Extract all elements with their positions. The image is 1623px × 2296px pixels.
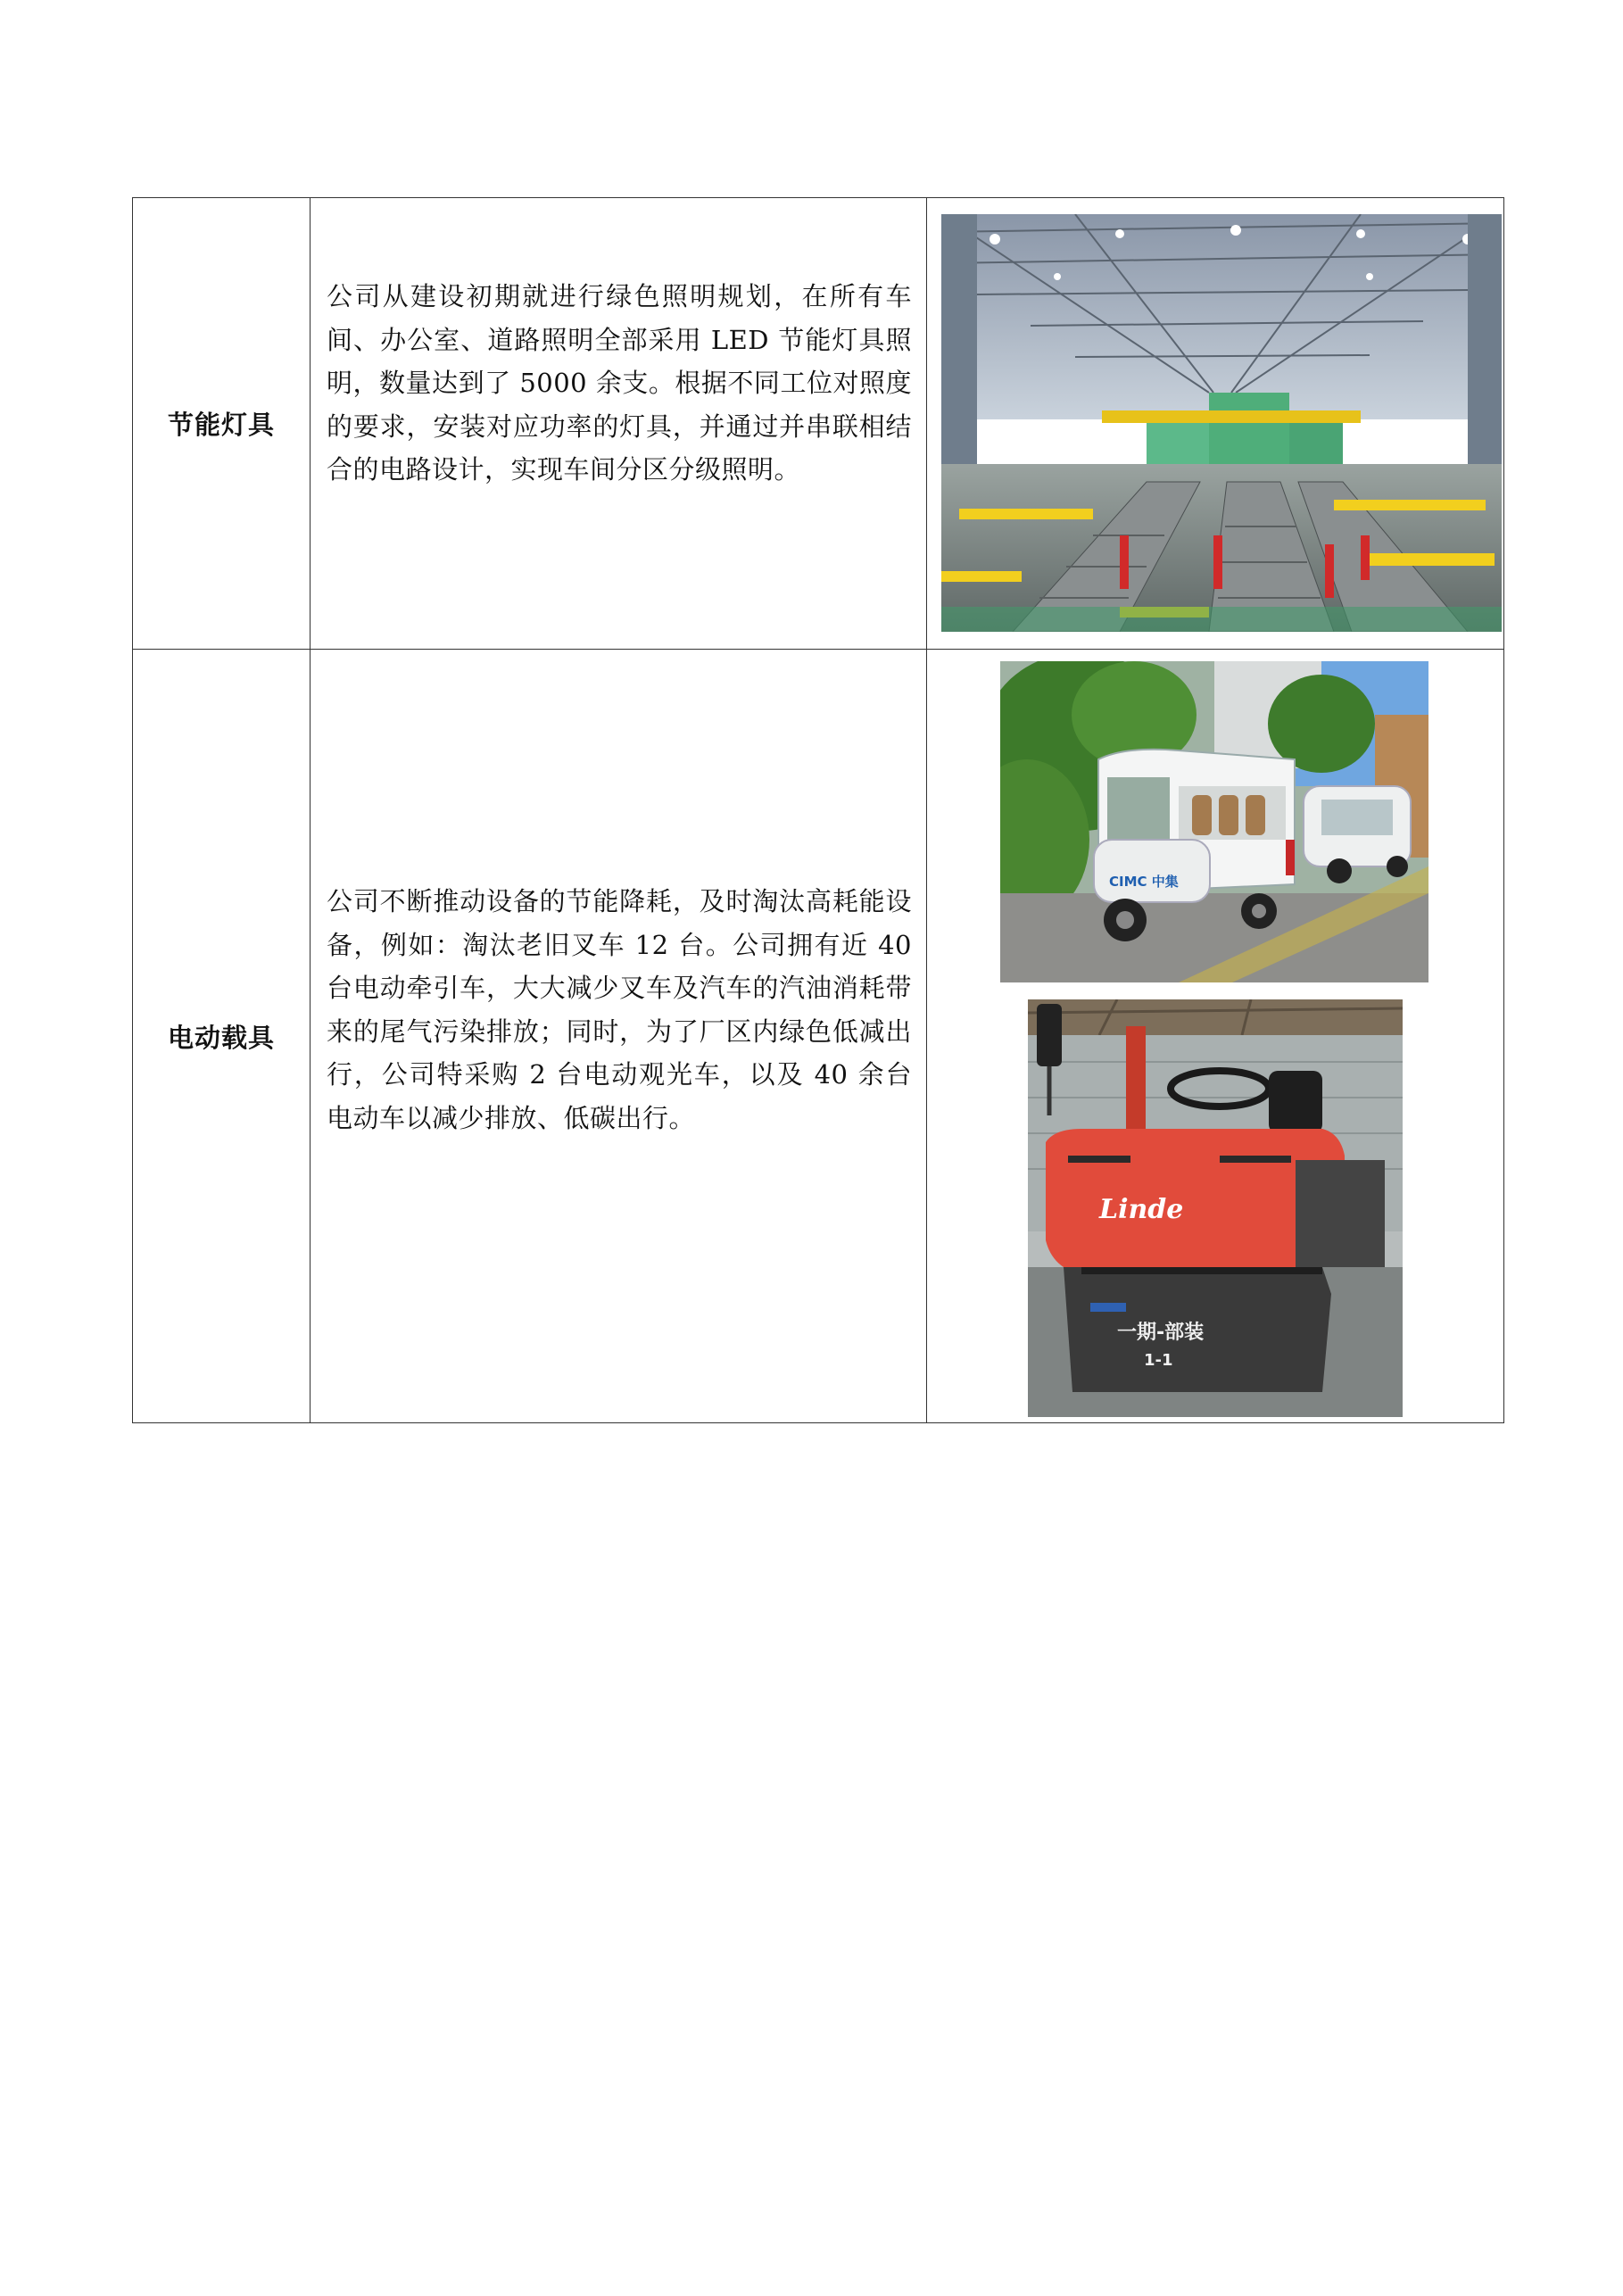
row-image-cell — [927, 198, 1503, 649]
tractor-plate-line1: 一期-部装 — [1117, 1322, 1205, 1344]
row-text-cell — [311, 650, 927, 1422]
content-table — [132, 197, 1504, 1423]
sightseeing-cart-photo — [1000, 661, 1428, 982]
tow-tractor-photo — [1028, 999, 1403, 1417]
cart-logo-text: CIMC 中集 — [1109, 874, 1179, 890]
row-image-cell — [927, 650, 1503, 1422]
row-label-cell — [133, 198, 311, 649]
factory-workshop-photo — [941, 214, 1502, 632]
row-text-cell — [311, 198, 927, 649]
row-description: 公司不断推动设备的节能降耗，及时淘汰高耗能设备，例如：淘汰老旧叉车 12 台。公司拥有近 40 台电动牵引车，大大减少叉车及汽车的汽油消耗带来的尾气污染排放；同时，为了厂区内绿色低减出行，公司特采购 2 台电动观光车，以及 40 余台电动车以减少排放、低碳出行。 — [327, 886, 912, 1133]
row-label: 节能灯具 — [167, 410, 275, 440]
table-row — [133, 650, 1503, 1422]
row-description: 公司从建设初期就进行绿色照明规划，在所有车间、办公室、道路照明全部采用 LED 节能灯具照明，数量达到了 5000 余支。根据不同工位对照度的要求，安装对应功率的灯具，并通过并串联相结合的电路设计，实现车间分区分级照明。 — [327, 281, 912, 485]
row-label: 电动载具 — [167, 1022, 275, 1053]
tractor-brand-text: Linde — [1099, 1194, 1184, 1225]
table-row — [133, 198, 1503, 650]
tractor-plate-line2: 1-1 — [1144, 1351, 1173, 1370]
row-label-cell — [133, 650, 311, 1422]
